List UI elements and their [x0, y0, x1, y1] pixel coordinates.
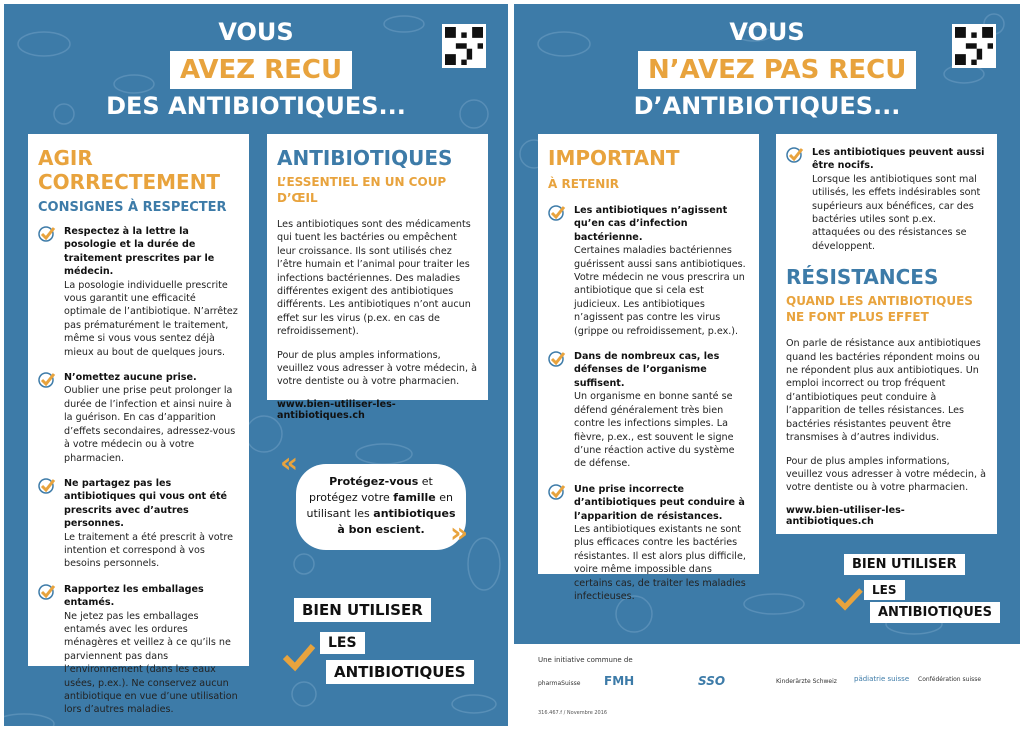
check-circle-icon	[548, 350, 566, 368]
item-bold: Ne partagez pas les antibiotiques qui vous ont été prescrits avec d’autres personnes.	[64, 477, 228, 530]
check-item	[38, 371, 239, 465]
document-reference: 316.467.f / Novembre 2016	[538, 710, 608, 716]
check-circle-icon	[548, 204, 566, 222]
initiative-label: Une initiative commune de	[538, 656, 633, 664]
item-text: Le traitement a été prescrit à votre intention et correspond à vos besoins personnels.	[64, 531, 234, 570]
resistances-card	[776, 134, 997, 534]
item-bold: Les antibiotiques n’agissent qu’en cas d’infection bactérienne.	[574, 205, 728, 243]
check-mark-icon	[834, 586, 864, 612]
item-bold: N’omettez aucune prise.	[64, 372, 197, 384]
item-text: La posologie individuelle prescrite vous garantit une efficacité optimale de l’antibiotique. N’arrêtez pas prématurément le traitement, même si vous vous sentez déjà mieux au bout de quelques jours.	[64, 279, 238, 358]
stamp-word: LES	[320, 632, 365, 654]
item-text: Un organisme en bonne santé se défend généralement très bien contre les infections simples. La fièvre, p.ex., est souvent le signe d’une réaction active du système de défense.	[574, 391, 735, 470]
stamp-word: LES	[864, 580, 905, 600]
check-item	[38, 477, 239, 571]
left-poster-panel	[4, 4, 508, 726]
bubble-bold: famille	[393, 491, 436, 504]
website-link[interactable]: www.bien-utiliser-les-antibiotiques.ch	[277, 398, 396, 421]
stamp-word: BIEN UTILISER	[844, 554, 965, 575]
item-bold: Une prise incorrecte d’antibiotiques peut conduire à l’apparition de résistances.	[574, 483, 745, 522]
left-header-line1: VOUS	[218, 18, 294, 46]
card-title: CORRECTEMENT	[38, 170, 221, 194]
bubble-bold: antibiotiques à bon escient.	[337, 507, 456, 536]
item-text: Oublier une prise peut prolonger la durée de l’infection et ainsi nuire à la guérison. En cas d’apparition d’effets secondaires, adressez-vous à votre médecin ou à votre pharmacien.	[64, 385, 236, 464]
check-item	[786, 146, 987, 253]
item-bold: Les antibiotiques peuvent aussi être nocifs.	[812, 147, 985, 172]
logo-paediatrie-suisse: pädiatrie suisse	[854, 675, 910, 683]
item-bold: Dans de nombreux cas, les défenses de l’organisme suffisent.	[574, 351, 720, 389]
logo-sso: SSO	[698, 674, 726, 688]
bubble-text: en utilisant les	[306, 491, 453, 520]
check-circle-icon	[38, 225, 56, 243]
card-paragraph: Pour de plus amples informations, veuillez vous adresser à votre médecin, à votre dentiste ou à votre pharmacien.	[786, 455, 986, 494]
check-circle-icon	[786, 146, 804, 164]
stamp-word: ANTIBIOTIQUES	[326, 660, 474, 684]
logo-kinderaerzte: Kinderärzte Schweiz	[776, 678, 837, 685]
bubble-bold: Protégez-vous	[329, 475, 419, 488]
card-title: RÉSISTANCES	[786, 265, 939, 290]
card-subtitle: À RETENIR	[548, 177, 620, 191]
bubble-text: et protégez votre	[309, 475, 433, 504]
check-item	[548, 204, 749, 338]
right-header-highlight: N’AVEZ PAS RECU	[638, 51, 916, 89]
card-paragraph: Pour de plus amples informations, veuillez vous adresser à votre médecin, à votre dentiste ou à votre pharmacien.	[277, 349, 477, 388]
right-poster-panel	[514, 4, 1020, 644]
logo-fmh: FMH	[604, 674, 635, 688]
card-title: ANTIBIOTIQUES	[277, 146, 453, 170]
logo-pharmasuisse: pharmaSuisse	[538, 680, 581, 687]
check-circle-icon	[38, 583, 56, 601]
item-text: Ne jetez pas les emballages entamés avec les ordures ménagères et veillez à ce qu’ils ne parviennent pas dans l’environnement (dans les eaux usées, p.ex.). Ne conservez aucun antibiotique en vue d’une utilisation lors d’autres maladies.	[64, 610, 238, 716]
left-header-highlight: AVEZ RECU	[170, 51, 352, 89]
right-header-line1: VOUS	[729, 18, 805, 46]
quote-close-icon: »	[450, 516, 469, 549]
item-bold: Respectez à la lettre la posologie et la durée de traitement prescrites par le médecin.	[64, 226, 215, 278]
card-subtitle: QUAND LES ANTIBIOTIQUES NE FONT PLUS EFFET	[786, 294, 973, 325]
logo-confederation: Confédération suisse	[918, 676, 982, 683]
card-title: IMPORTANT	[548, 146, 680, 170]
item-text: Les antibiotiques existants ne sont plus efficaces contre les bactéries résistantes. Il est alors plus difficile, voire même impossible dans certains cas, de traiter les maladies infectieuses.	[574, 523, 746, 602]
check-item	[548, 483, 749, 604]
check-circle-icon	[38, 477, 56, 495]
check-circle-icon	[38, 371, 56, 389]
antibiotiques-essentiel-card	[267, 134, 488, 421]
item-text: Certaines maladies bactériennes guérissent aussi sans antibiotiques. Votre médecin ne vous prescrira un antibiotique que si cela est judicieux. Les antibiotiques n’agissent pas contre les virus (grippe ou refroidissement, p.ex.).	[574, 245, 746, 337]
website-link[interactable]: www.bien-utiliser-les-antibiotiques.ch	[786, 504, 905, 527]
check-item	[38, 225, 239, 359]
card-paragraph: Les antibiotiques sont des médicaments qui tuent les bactéries ou empêchent leur croissance. Ils sont utilisés chez l’être humain et l’animal pour traiter les infections bactériennes. Des maladies différentes exigent des antibiotiques différents. Les antibiotiques n’ont aucun effet sur les virus (p.ex. en cas de refroidissement).	[277, 219, 471, 338]
stamp-word: ANTIBIOTIQUES	[870, 602, 1000, 623]
qr-code[interactable]	[442, 24, 486, 68]
partner-footer	[514, 644, 1020, 726]
left-header-line3: DES ANTIBIOTIQUES...	[106, 92, 406, 120]
check-item	[548, 350, 749, 471]
card-paragraph: On parle de résistance aux antibiotiques quand les bactéries répondent moins ou ne répondent plus aux antibiotiques. Un emploi incorrect ou trop fréquent d’antibiotiques peut conduire à l’apparition de telles résistances. Les bactéries résistantes peuvent être transmises à d’autres individus.	[786, 338, 981, 444]
card-subtitle: CONSIGNES À RESPECTER	[38, 200, 227, 215]
card-subtitle: L’ESSENTIEL EN UN COUP D’ŒIL	[277, 175, 447, 205]
check-circle-icon	[548, 483, 566, 501]
agir-correctement-card	[28, 134, 249, 716]
speech-bubble	[296, 464, 469, 550]
quote-open-icon: «	[280, 446, 299, 479]
qr-code[interactable]	[952, 24, 996, 68]
item-bold: Rapportez les emballages entamés.	[64, 583, 204, 609]
check-item	[38, 583, 239, 717]
right-header-line3: D’ANTIBIOTIQUES...	[633, 92, 901, 120]
stamp-word: BIEN UTILISER	[294, 598, 431, 622]
check-mark-icon	[282, 642, 316, 672]
important-card	[538, 134, 759, 602]
item-text: Lorsque les antibiotiques sont mal utilisés, les effets indésirables sont supérieurs aux bénéfices, car des bactéries utiles sont p.ex. attaquées ou des résistances se développent.	[812, 173, 981, 252]
card-title: AGIR	[38, 146, 93, 170]
